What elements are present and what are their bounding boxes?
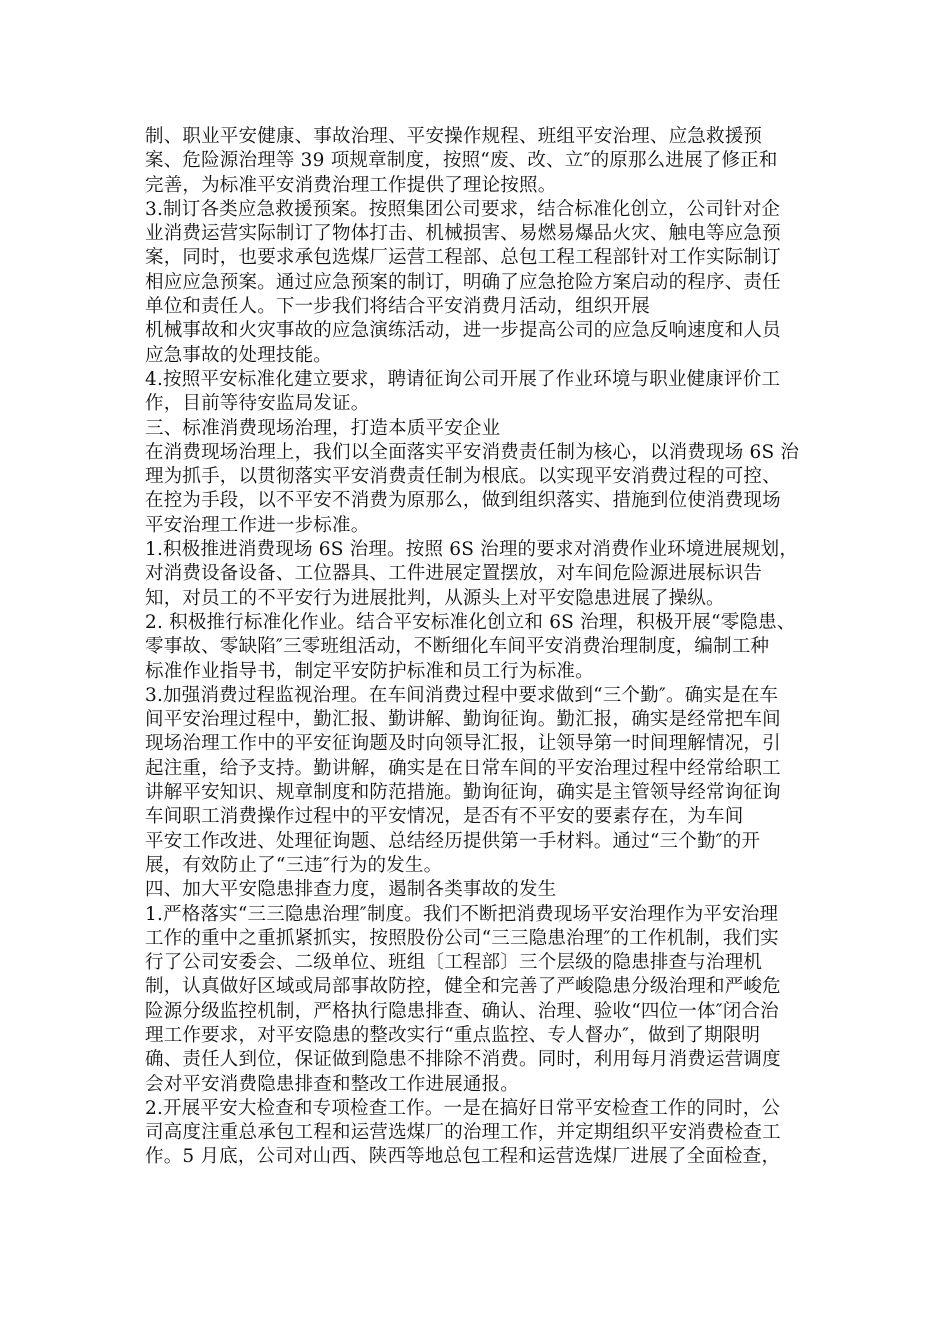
text-line: 作，目前等待安监局发证。: [145, 393, 370, 415]
text-line: 展，有效防止了“三违″行为的发生。: [145, 854, 443, 876]
document-body: [145, 125, 815, 1170]
text-line: 2. 积极推行标准化作业。结合平安标准化创立和 6S 治理，积极开展“零隐患、: [145, 611, 796, 633]
text-line: 对消费设备设备、工位器具、工件进展定置摆放，对车间危险源进展标识告: [145, 563, 763, 585]
text-line: 平安治理工作进一步标准。: [145, 514, 370, 536]
text-line: 机械事故和火灾事故的应急演练活动，进一步提高公司的应急反响速度和人员: [145, 320, 781, 342]
text-line: 业消费运营实际制订了物体打击、机械损害、易燃易爆品火灾、触电等应急预: [145, 223, 781, 245]
text-line: 1.严格落实“三三隐患治理″制度。我们不断把消费现场平安治理作为平安治理: [145, 903, 779, 925]
text-line: 理工作要求，对平安隐患的整改实行“重点监控、专人督办″，做到了期限明: [145, 1024, 761, 1046]
text-line: 单位和责任人。下一步我们将结合平安消费月活动，组织开展: [145, 296, 650, 318]
text-line: 3.加强消费过程监视治理。在车间消费过程中要求做到“三个勤″。确实是在车: [145, 684, 779, 706]
text-line: 标准作业指导书，制定平安防护标准和员工行为标准。: [145, 660, 594, 682]
text-line: 制，认真做好区域或局部事故防控，健全和完善了严峻隐患分级治理和严峻危: [145, 976, 781, 998]
text-line: 讲解平安知识、规章制度和防范措施。勤询征询，确实是主管领导经常询征询: [145, 782, 781, 804]
text-line: 4.按照平安标准化建立要求，聘请征询公司开展了作业环境与职业健康评价工: [145, 368, 781, 390]
text-line: 知，对员工的不平安行为进展批判，从源头上对平安隐患进展了操纵。: [145, 587, 725, 609]
text-line: 完善，为标准平安消费治理工作提供了理论按照。: [145, 174, 557, 196]
text-line: 理为抓手，以贯彻落实平安消费责任制为根底。以实现平安消费过程的可控、: [145, 466, 781, 488]
text-line: 零事故、零缺陷″三零班组活动，不断细化车间平安消费治理制度，编制工种: [145, 636, 770, 658]
text-line: 险源分级监控机制，严格执行隐患排查、确认、治理、验收“四位一体″闭合治: [145, 1000, 779, 1022]
text-line: 在控为手段，以不平安不消费为原那么，做到组织落实、措施到位使消费现场: [145, 490, 781, 512]
text-line: 现场治理工作中的平安征询题及时向领导汇报，让领导第一时间理解情况，引: [145, 733, 781, 755]
text-line: 确、责任人到位，保证做到隐患不排除不消费。同时，利用每月消费运营调度: [145, 1049, 781, 1071]
text-line: 工作的重中之重抓紧抓实，按照股份公司“三三隐患治理″的工作机制，我们实: [145, 927, 779, 949]
text-line: 三、标准消费现场治理，打造本质平安企业: [145, 417, 501, 439]
text-line: 1.积极推进消费现场 6S 治理。按照 6S 治理的要求对消费作业环境进展规划，: [145, 539, 799, 561]
text-line: 案、危险源治理等 39 项规章制度，按照“废、改、立″的原那么进展了修正和: [145, 150, 778, 172]
text-line: 应急事故的处理技能。: [145, 344, 333, 366]
text-line: 间平安治理过程中，勤汇报、勤讲解、勤询征询。勤汇报，确实是经常把车间: [145, 709, 781, 731]
text-line: 在消费现场治理上，我们以全面落实平安消费责任制为核心，以消费现场 6S 治: [145, 441, 800, 463]
text-line: 作。5 月底，公司对山西、陕西等地总包工程和运营选煤厂进展了全面检查，: [145, 1146, 781, 1168]
text-line: 案，同时，也要求承包选煤厂运营工程部、总包工程工程部针对工作实际制订: [145, 247, 781, 269]
text-line: 会对平安消费隐患排查和整改工作进展通报。: [145, 1073, 520, 1095]
text-line: 制、职业平安健康、事故治理、平安操作规程、班组平安治理、应急救援预: [145, 126, 763, 147]
text-line: 行了公司安委会、二级单位、班组〔工程部〕三个层级的隐患排查与治理机: [145, 952, 763, 974]
text-line: 起注重，给予支持。勤讲解，确实是在日常车间的平安治理过程中经常给职工: [145, 757, 781, 779]
text-line: 3.制订各类应急救援预案。按照集团公司要求，结合标准化创立，公司针对企: [145, 198, 781, 220]
text-line: 2.开展平安大检查和专项检查工作。一是在搞好日常平安检查工作的同时，公: [145, 1097, 781, 1119]
text-line: 司高度注重总承包工程和运营选煤厂的治理工作，并定期组织平安消费检查工: [145, 1122, 781, 1144]
text-line: 车间职工消费操作过程中的平安情况，是否有不平安的要素存在，为车间: [145, 806, 744, 828]
text-line: 相应应急预案。通过应急预案的制订，明确了应急抢险方案启动的程序、责任: [145, 271, 781, 293]
text-line: 四、加大平安隐患排查力度，遏制各类事故的发生: [145, 879, 557, 901]
text-line: 平安工作改进、处理征询题、总结经历提供第一手材料。通过“三个勤″的开: [145, 830, 761, 852]
